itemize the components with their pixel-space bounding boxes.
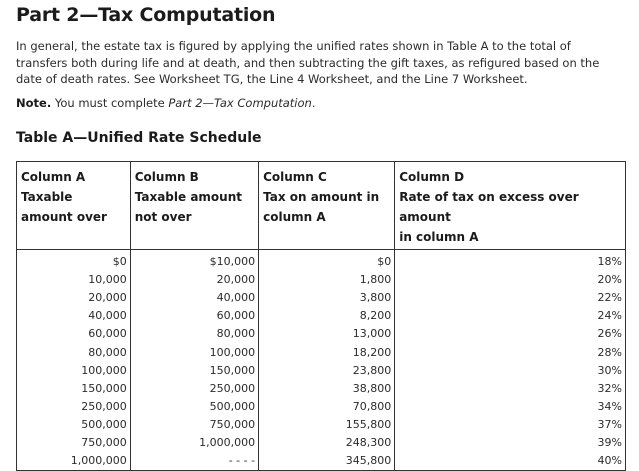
- taxable-amount-over-cell: 750,000: [17, 434, 131, 452]
- taxable-amount-not-over-cell: 60,000: [130, 307, 258, 325]
- table-title: Table A—Unified Rate Schedule: [16, 130, 262, 146]
- taxable-amount-over-cell: 20,000: [17, 289, 131, 307]
- taxable-amount-not-over-cell: 20,000: [130, 271, 258, 289]
- column-d-header: [395, 162, 626, 250]
- rate-of-tax-cell: 30%: [395, 362, 626, 380]
- rate-of-tax-cell: 24%: [395, 307, 626, 325]
- header-line: Column B: [134, 170, 199, 184]
- table-row: [17, 325, 626, 343]
- rate-of-tax-cell: 18%: [395, 250, 626, 272]
- taxable-amount-over-cell: 1,000,000: [17, 452, 131, 471]
- header-line: Taxable: [21, 190, 73, 204]
- table-row: [17, 362, 626, 380]
- tax-on-amount-cell: 248,300: [259, 434, 395, 452]
- table-row: [17, 250, 626, 272]
- taxable-amount-not-over-cell: 150,000: [130, 362, 258, 380]
- table-row: [17, 380, 626, 398]
- section-title: Part 2—Tax Computation: [16, 4, 276, 26]
- rate-of-tax-cell: 32%: [395, 380, 626, 398]
- rate-of-tax-cell: 34%: [395, 398, 626, 416]
- header-line: in column A: [399, 230, 479, 244]
- taxable-amount-not-over-cell: $10,000: [130, 250, 258, 272]
- tax-on-amount-cell: 23,800: [259, 362, 395, 380]
- tax-on-amount-cell: $0: [259, 250, 395, 272]
- column-c-header: [259, 162, 395, 250]
- tax-on-amount-cell: 70,800: [259, 398, 395, 416]
- rate-of-tax-cell: 22%: [395, 289, 626, 307]
- table-row: [17, 416, 626, 434]
- header-line: Column A: [21, 170, 86, 184]
- taxable-amount-over-cell: 40,000: [17, 307, 131, 325]
- header-line: Column C: [263, 170, 327, 184]
- tax-on-amount-cell: 18,200: [259, 343, 395, 361]
- tax-on-amount-cell: 1,800: [259, 271, 395, 289]
- rate-of-tax-cell: 40%: [395, 452, 626, 471]
- note-label: Note.: [16, 96, 52, 110]
- taxable-amount-over-cell: 500,000: [17, 416, 131, 434]
- rate-of-tax-cell: 20%: [395, 271, 626, 289]
- tax-on-amount-cell: 13,000: [259, 325, 395, 343]
- rate-of-tax-cell: 37%: [395, 416, 626, 434]
- table-row: [17, 307, 626, 325]
- taxable-amount-over-cell: 60,000: [17, 325, 131, 343]
- header-line: Column D: [399, 170, 465, 184]
- taxable-amount-not-over-cell: 80,000: [130, 325, 258, 343]
- unified-rate-table: [16, 161, 626, 471]
- note-text: You must complete: [54, 96, 165, 110]
- tax-on-amount-cell: 38,800: [259, 380, 395, 398]
- taxable-amount-over-cell: 150,000: [17, 380, 131, 398]
- header-line: column A: [263, 210, 326, 224]
- taxable-amount-not-over-cell: 500,000: [130, 398, 258, 416]
- taxable-amount-not-over-cell: 1,000,000: [130, 434, 258, 452]
- table-header-row: [17, 162, 626, 250]
- rate-of-tax-cell: 39%: [395, 434, 626, 452]
- tax-on-amount-cell: 8,200: [259, 307, 395, 325]
- tax-on-amount-cell: 3,800: [259, 289, 395, 307]
- note-paragraph: [16, 96, 315, 110]
- column-b-header: [130, 162, 258, 250]
- note-reference: Part 2—Tax Computation: [168, 96, 312, 110]
- taxable-amount-over-cell: 250,000: [17, 398, 131, 416]
- note-end: .: [311, 96, 316, 110]
- tax-on-amount-cell: 345,800: [259, 452, 395, 471]
- table-row: [17, 271, 626, 289]
- column-a-header: [17, 162, 131, 250]
- table-row: [17, 452, 626, 471]
- taxable-amount-not-over-cell: 250,000: [130, 380, 258, 398]
- taxable-amount-over-cell: 10,000: [17, 271, 131, 289]
- header-line: not over: [134, 210, 192, 224]
- table-row: [17, 343, 626, 361]
- taxable-amount-not-over-cell: 40,000: [130, 289, 258, 307]
- taxable-amount-over-cell: 100,000: [17, 362, 131, 380]
- rate-of-tax-cell: 26%: [395, 325, 626, 343]
- taxable-amount-not-over-cell: 100,000: [130, 343, 258, 361]
- rate-of-tax-cell: 28%: [395, 343, 626, 361]
- table-row: [17, 398, 626, 416]
- taxable-amount-over-cell: $0: [17, 250, 131, 272]
- tax-on-amount-cell: 155,800: [259, 416, 395, 434]
- header-line: Tax on amount in: [263, 190, 380, 204]
- taxable-amount-over-cell: 80,000: [17, 343, 131, 361]
- taxable-amount-not-over-cell: 750,000: [130, 416, 258, 434]
- intro-paragraph: In general, the estate tax is figured by applying the unified rates shown in Table A to the total of transfers both during life and at death, and then subtracting the gift taxes, as refigured based on the date of death rates. See Worksheet TG, the Line 4 Worksheet, and the Line 7 Worksheet.: [16, 39, 600, 86]
- taxable-amount-not-over-cell: - - - -: [130, 452, 258, 471]
- header-line: Taxable amount: [134, 190, 242, 204]
- table-row: [17, 289, 626, 307]
- header-line: Rate of tax on excess over amount: [399, 190, 579, 224]
- table-row: [17, 434, 626, 452]
- header-line: amount over: [21, 210, 107, 224]
